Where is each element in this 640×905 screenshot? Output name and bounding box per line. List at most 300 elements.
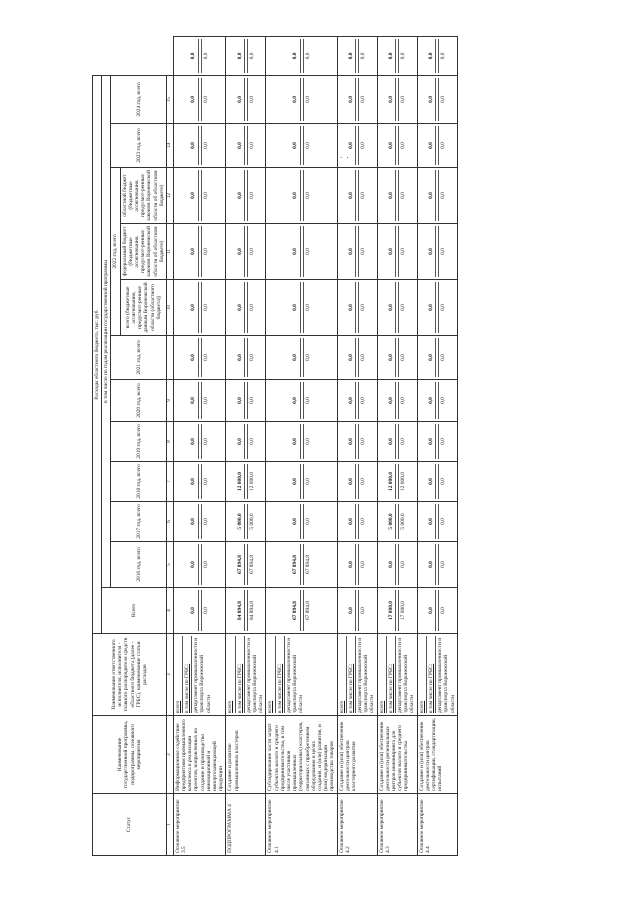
cell-value: 0,0	[427, 438, 434, 445]
header-status: Статус	[93, 794, 167, 856]
header-by-years: в том числе по годам реализации государственной программы	[102, 75, 111, 587]
row-name: Создание и (или) обеспечение деятельности региональных центров инжиниринга для субъектов малого и среднего предпринимательства	[377, 716, 417, 794]
cell-value: 0,0	[292, 438, 299, 445]
cell-value: 0,0	[190, 248, 197, 255]
cell-value	[244, 464, 246, 499]
value-cell	[226, 422, 266, 462]
cell-value	[198, 382, 200, 419]
cell-value	[355, 424, 357, 459]
cell-value: 0,0	[398, 544, 406, 585]
cell-value	[244, 504, 246, 539]
cell-value	[355, 382, 357, 419]
cell-value: 0,0	[303, 282, 311, 333]
value-cell	[417, 336, 457, 380]
value-cell	[377, 422, 417, 462]
cell-value: 0,0	[347, 192, 354, 199]
cell-value: 0,0	[387, 438, 394, 445]
column-index: 1	[167, 794, 174, 856]
cell-value: 0,0	[347, 304, 354, 311]
executor-line: в том числе по ГРБС:	[275, 636, 283, 713]
row-status: Основное мероприятие 4.4	[417, 794, 457, 856]
cell-value: 0,0	[190, 354, 197, 361]
cell-value: 0,0	[247, 126, 255, 165]
cell-value	[435, 282, 437, 333]
cell-value: 0,0	[201, 544, 209, 585]
cell-value: 0,0	[190, 52, 197, 60]
table-row	[417, 37, 457, 856]
cell-value	[435, 126, 437, 165]
cell-value: 0,0	[427, 354, 434, 361]
cell-value: 0,0	[347, 52, 354, 60]
cell-value: 0,0	[236, 96, 243, 103]
cell-value: 0,0	[247, 282, 255, 333]
rotated-document	[92, 36, 612, 856]
cell-value: 0,0	[398, 382, 406, 419]
cell-value	[435, 170, 437, 221]
cell-value	[300, 126, 302, 165]
header-source-federal: федеральный бюджет (бюджетные ассигнования, предусмот-ренные законом Воронежской области об областном бюджете)	[120, 224, 166, 280]
value-cell	[337, 462, 377, 502]
cell-value: 0,0	[427, 304, 434, 311]
header-2016: 2016 год, всего	[111, 542, 167, 588]
cell-value	[198, 170, 200, 221]
cell-value: 0,0	[358, 126, 366, 165]
cell-value: 67 894,8	[236, 555, 243, 574]
cell-value	[300, 282, 302, 333]
executor-line: департамент промышленности и транспорта Воронежской области	[285, 637, 305, 713]
row-status: ПОДПРОГРАММА 4	[226, 794, 266, 856]
cell-value: 0,0	[292, 96, 299, 103]
table-row	[173, 37, 226, 856]
cell-value	[395, 544, 397, 585]
cell-value: 0,0	[438, 544, 446, 585]
cell-value	[395, 126, 397, 165]
cell-value: 12 000,0	[387, 472, 394, 491]
cell-value	[300, 544, 302, 585]
column-index: 14	[167, 124, 174, 168]
executor-line: всего	[174, 700, 181, 713]
value-cell	[377, 502, 417, 542]
value-cell	[417, 422, 457, 462]
cell-value	[395, 39, 397, 73]
cell-value: 0,0	[190, 518, 197, 525]
header-2019: 2019 год, всего	[111, 422, 167, 462]
value-cell	[173, 422, 226, 462]
column-index: 12	[167, 168, 174, 224]
cell-value	[300, 464, 302, 499]
cell-value	[355, 170, 357, 221]
table-header	[93, 37, 174, 856]
value-cell	[226, 37, 266, 76]
column-index: 7	[167, 462, 174, 502]
cell-value: 0,0	[247, 78, 255, 121]
cell-value	[435, 424, 437, 459]
cell-value: 0,0	[190, 607, 197, 614]
cell-value: 0,0	[358, 544, 366, 585]
row-name: Создание и (или) обеспечение деятельности центров кластерного развития	[337, 716, 377, 794]
row-status: Основное мероприятие 3.5	[173, 794, 226, 856]
value-cell	[337, 380, 377, 422]
cell-value: 0,0	[398, 78, 406, 121]
cell-value: 0,0	[247, 170, 255, 221]
cell-value: 0,0	[190, 397, 197, 404]
cell-value: 0,0	[358, 39, 366, 73]
cell-value	[355, 226, 357, 277]
cell-value: 12 000,0	[398, 464, 406, 499]
value-cell	[337, 280, 377, 336]
cell-value: 0,0	[292, 397, 299, 404]
value-cell	[337, 75, 377, 123]
cell-value: 17 000,0	[387, 601, 394, 620]
cell-value	[355, 464, 357, 499]
row-name: Создание и развитие промышленных кластеров	[226, 716, 266, 794]
row-executor	[377, 634, 417, 716]
cell-value	[435, 464, 437, 499]
row-executor	[337, 634, 377, 716]
value-cell	[417, 462, 457, 502]
cell-value	[435, 78, 437, 121]
cell-value	[395, 226, 397, 277]
value-cell	[173, 380, 226, 422]
cell-value: 0,0	[438, 382, 446, 419]
value-cell	[226, 588, 266, 634]
cell-value	[300, 170, 302, 221]
cell-value	[198, 338, 200, 377]
cell-value: 0,0	[347, 561, 354, 568]
value-cell	[226, 75, 266, 123]
value-cell	[337, 502, 377, 542]
cell-value	[435, 590, 437, 631]
cell-value	[355, 78, 357, 121]
cell-value: 0,0	[292, 52, 299, 60]
cell-value: 5 000,0	[398, 504, 406, 539]
cell-value: 84 894,8	[236, 601, 243, 620]
cell-value: 0,0	[201, 382, 209, 419]
value-cell	[226, 336, 266, 380]
cell-value: 0,0	[303, 78, 311, 121]
cell-value: 0,0	[236, 52, 243, 60]
value-cell	[417, 224, 457, 280]
cell-value: 67 894,8	[292, 555, 299, 574]
cell-value: 0,0	[201, 504, 209, 539]
cell-value: 0,0	[347, 478, 354, 485]
cell-value	[355, 544, 357, 585]
cell-value: 0,0	[427, 397, 434, 404]
value-cell	[377, 336, 417, 380]
cell-value	[300, 226, 302, 277]
value-cell	[266, 422, 337, 462]
cell-value: 0,0	[303, 382, 311, 419]
cell-value: 0,0	[247, 226, 255, 277]
cell-value: 0,0	[303, 424, 311, 459]
cell-value: 0,0	[427, 96, 434, 103]
value-cell	[266, 380, 337, 422]
cell-value	[435, 338, 437, 377]
cell-value: 0,0	[427, 607, 434, 614]
table-row	[337, 37, 377, 856]
row-name: Субсидирование части затрат субъектов малого и среднего предпринимательства, в том числе участников промышленных (территориальных) кластеров, связанных с приобретением оборудования в целях создания, и (или) развития, и (или) модернизации производства товаров	[266, 716, 337, 794]
value-cell	[266, 336, 337, 380]
cell-value	[355, 504, 357, 539]
cell-value	[395, 170, 397, 221]
cell-value: 0,0	[292, 478, 299, 485]
cell-value	[395, 590, 397, 631]
value-cell	[417, 588, 457, 634]
header-2023: 2023 год, всего	[111, 124, 167, 168]
cell-value	[198, 464, 200, 499]
value-cell	[417, 168, 457, 224]
cell-value: 12 000,0	[236, 472, 243, 491]
cell-value	[300, 338, 302, 377]
cell-value	[244, 170, 246, 221]
cell-value	[435, 226, 437, 277]
cell-value: 0,0	[358, 170, 366, 221]
value-cell	[173, 168, 226, 224]
value-cell	[377, 588, 417, 634]
cell-value: 0,0	[236, 248, 243, 255]
executor-line: всего	[338, 700, 345, 713]
value-cell	[417, 37, 457, 76]
row-executor	[226, 634, 266, 716]
cell-value	[355, 126, 357, 165]
value-cell	[173, 224, 226, 280]
value-cell	[226, 380, 266, 422]
cell-value: 0,0	[190, 142, 197, 149]
cell-value	[355, 590, 357, 631]
cell-value: 0,0	[236, 438, 243, 445]
cell-value: 0,0	[236, 142, 243, 149]
value-cell	[173, 542, 226, 588]
cell-value	[395, 338, 397, 377]
cell-value: 0,0	[190, 304, 197, 311]
cell-value: 0,0	[427, 248, 434, 255]
cell-value	[395, 464, 397, 499]
cell-value: 0,0	[438, 504, 446, 539]
cell-value: 0,0	[292, 192, 299, 199]
column-index: 6	[167, 502, 174, 542]
value-cell	[417, 75, 457, 123]
value-cell	[377, 380, 417, 422]
cell-value: 0,0	[347, 96, 354, 103]
value-cell	[173, 462, 226, 502]
table-row	[266, 37, 337, 856]
cell-value	[244, 282, 246, 333]
cell-value: 0,0	[358, 282, 366, 333]
cell-value: 0,0	[438, 338, 446, 377]
header-2020: 2020 год, всего	[111, 380, 167, 422]
cell-value: 0,0	[387, 96, 394, 103]
value-cell	[337, 336, 377, 380]
cell-value: 0,0	[427, 561, 434, 568]
cell-value: 0,0	[303, 126, 311, 165]
executor-line: всего	[227, 700, 234, 713]
cell-value: 0,0	[201, 424, 209, 459]
cell-value: 0,0	[190, 438, 197, 445]
value-cell	[417, 280, 457, 336]
cell-value: 0,0	[358, 464, 366, 499]
value-cell	[226, 462, 266, 502]
value-cell	[377, 462, 417, 502]
executor-line: в том числе по ГРБС:	[346, 636, 354, 713]
cell-value: 0,0	[358, 338, 366, 377]
cell-value	[244, 424, 246, 459]
value-cell	[337, 588, 377, 634]
cell-value	[198, 78, 200, 121]
value-cell	[173, 588, 226, 634]
cell-value: 0,0	[358, 78, 366, 121]
cell-value: 0,0	[387, 142, 394, 149]
cell-value: 0,0	[347, 397, 354, 404]
cell-value: 0,0	[347, 607, 354, 614]
value-cell	[377, 280, 417, 336]
budget-table	[92, 36, 458, 856]
cell-value: 0,0	[387, 52, 394, 60]
column-index: 8	[167, 422, 174, 462]
row-status: Основное мероприятие 4.2	[337, 794, 377, 856]
cell-value	[395, 424, 397, 459]
value-cell	[173, 124, 226, 168]
cell-value: 0,0	[292, 304, 299, 311]
cell-value: 0,0	[358, 590, 366, 631]
cell-value	[244, 78, 246, 121]
cell-value: 0,0	[303, 226, 311, 277]
cell-value: 0,0	[201, 78, 209, 121]
header-source-total: всего (бюджетные ассигнования, предусмот-ренные данным Воронежской области (областного бюджета))	[120, 280, 166, 336]
cell-value: 0,0	[387, 192, 394, 199]
cell-value: 0,0	[398, 338, 406, 377]
cell-value: 0,0	[427, 142, 434, 149]
value-cell	[417, 542, 457, 588]
value-cell	[417, 380, 457, 422]
cell-value: 67 894,8	[303, 590, 311, 631]
header-total: Всего	[102, 588, 167, 634]
cell-value: 0,0	[358, 504, 366, 539]
cell-value: 0,0	[201, 282, 209, 333]
cell-value: 0,0	[247, 382, 255, 419]
cell-value	[244, 382, 246, 419]
cell-value: 0,0	[303, 39, 311, 73]
cell-value	[198, 590, 200, 631]
value-cell	[266, 224, 337, 280]
cell-value	[300, 39, 302, 73]
column-index-row	[167, 37, 174, 856]
cell-value: 0,0	[427, 518, 434, 525]
cell-value: 0,0	[438, 226, 446, 277]
cell-value: 84 894,8	[247, 590, 255, 631]
page-marks: . .	[340, 150, 350, 160]
value-cell	[377, 37, 417, 76]
cell-value	[244, 126, 246, 165]
value-cell	[173, 37, 226, 76]
cell-value: 0,0	[347, 518, 354, 525]
cell-value	[355, 338, 357, 377]
cell-value	[300, 78, 302, 121]
cell-value	[435, 544, 437, 585]
value-cell	[266, 37, 337, 76]
executor-line: департамент промышленности и транспорта Воронежской области	[437, 637, 456, 713]
value-cell	[173, 336, 226, 380]
cell-value	[244, 544, 246, 585]
executor-line: департамент промышленности и транспорта Воронежской области	[193, 637, 212, 713]
cell-value: 0,0	[236, 304, 243, 311]
cell-value: 0,0	[427, 478, 434, 485]
cell-value: 0,0	[398, 39, 406, 73]
header-2022: 2022 год, всего	[111, 168, 120, 336]
cell-value: 0,0	[387, 304, 394, 311]
cell-value: 0,0	[236, 397, 243, 404]
cell-value	[244, 226, 246, 277]
cell-value: 0,0	[292, 354, 299, 361]
cell-value: 12 000,0	[247, 464, 255, 499]
column-index: 9	[167, 380, 174, 422]
cell-value: 0,0	[201, 170, 209, 221]
executor-line: департамент промышленности и транспорта Воронежской области	[357, 637, 376, 713]
cell-value	[244, 590, 246, 631]
column-index: 10	[167, 280, 174, 336]
cell-value: 0,0	[190, 561, 197, 568]
cell-value	[395, 504, 397, 539]
cell-value: 0,0	[303, 338, 311, 377]
value-cell	[266, 124, 337, 168]
cell-value: 0,0	[358, 226, 366, 277]
cell-value: 0,0	[438, 464, 446, 499]
cell-value: 0,0	[303, 170, 311, 221]
cell-value	[300, 424, 302, 459]
value-cell	[266, 75, 337, 123]
cell-value	[198, 226, 200, 277]
value-cell	[266, 168, 337, 224]
value-cell	[377, 75, 417, 123]
cell-value: 0,0	[398, 170, 406, 221]
value-cell	[337, 168, 377, 224]
cell-value: 0,0	[387, 354, 394, 361]
row-executor	[266, 634, 337, 716]
cell-value: 67 894,8	[303, 544, 311, 585]
column-index: 4	[167, 588, 174, 634]
executor-line: всего	[418, 700, 425, 713]
cell-value	[395, 78, 397, 121]
cell-value: 0,0	[201, 590, 209, 631]
cell-value: 0,0	[387, 561, 394, 568]
table-row	[226, 37, 266, 856]
cell-value: 0,0	[438, 424, 446, 459]
cell-value	[300, 504, 302, 539]
value-cell	[377, 224, 417, 280]
value-cell	[226, 542, 266, 588]
executor-line: всего	[267, 700, 274, 713]
cell-value: 0,0	[190, 478, 197, 485]
cell-value	[198, 424, 200, 459]
cell-value: 0,0	[398, 226, 406, 277]
header-2021: 2021 год, всего	[111, 336, 167, 380]
column-index: 3	[167, 634, 174, 716]
cell-value: 5 000,0	[236, 513, 243, 530]
cell-value: 0,0	[438, 126, 446, 165]
cell-value: 0,0	[236, 354, 243, 361]
cell-value	[198, 504, 200, 539]
cell-value: 0,0	[387, 248, 394, 255]
cell-value	[435, 504, 437, 539]
cell-value: 0,0	[201, 338, 209, 377]
cell-value	[435, 39, 437, 73]
executor-line: департамент промышленности и транспорта Воронежской области	[245, 637, 265, 713]
executor-line: в том числе по ГРБС:	[386, 636, 394, 713]
cell-value	[244, 338, 246, 377]
cell-value	[198, 39, 200, 73]
cell-value: 0,0	[358, 424, 366, 459]
header-program-name: Наименование государственной программы, подпрограммы, основного мероприятия	[93, 716, 167, 794]
row-name: Информационное содействие предприятиям промышленного комплекса в реализации проектов, направленных на создание и производство инновационной и импортозамещающей продукции	[173, 716, 226, 794]
